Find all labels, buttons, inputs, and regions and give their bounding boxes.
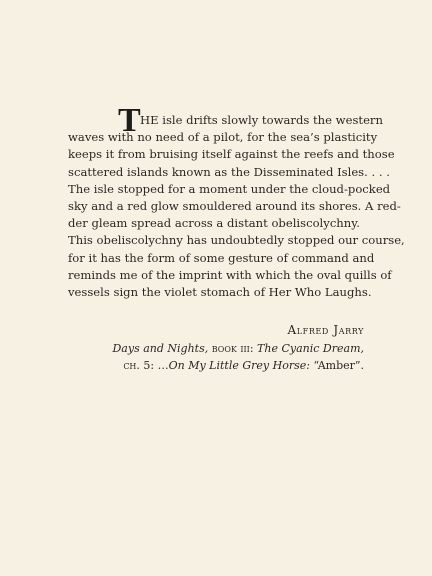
source-line-1 [112,340,364,357]
passage-line-9: for it has the form of some gesture of command and [68,250,375,265]
source-line-2 [112,357,364,374]
passage-line-10: reminds me of the imprint with which the oval quills of [68,267,392,282]
passage-line-text: HE isle drifts slowly towards the western [140,113,383,127]
drop-cap: T [118,102,141,139]
passage-line-8: This obeliscolychny has undoubtedly stopped our course, [68,233,405,248]
attribution [112,322,364,375]
chapter-prefix: … [157,359,169,373]
passage-line-3: keeps it from bruising itself against the reefs and those [68,147,395,162]
chapter-title: On My Little Grey Horse: [168,359,310,373]
passage-line-2: waves with no need of a pilot, for the sea’s plasticity [68,130,378,145]
passage-line-11: vessels sign the violet stomach of Her Who Laughs. [68,284,372,299]
passage-line-4: scattered islands known as the Disseminated Isles. . . . [68,164,390,179]
passage [68,102,405,301]
book-label: book iii: [211,342,254,356]
chapter-label: ch. 5: [123,359,155,373]
passage-line-6: sky and a red glow smouldered around its shores. A red- [68,198,401,213]
author-name: Alfred Jarry [287,323,364,337]
book-title: Days and Nights, [112,342,209,356]
passage-line-7: der gleam spread across a distant obeliscolychny. [68,216,360,231]
chapter-subtitle: “Amber”. [313,359,364,373]
part-title: The Cyanic Dream, [257,342,364,356]
passage-line-5: The isle stopped for a moment under the cloud-pocked [68,181,391,196]
